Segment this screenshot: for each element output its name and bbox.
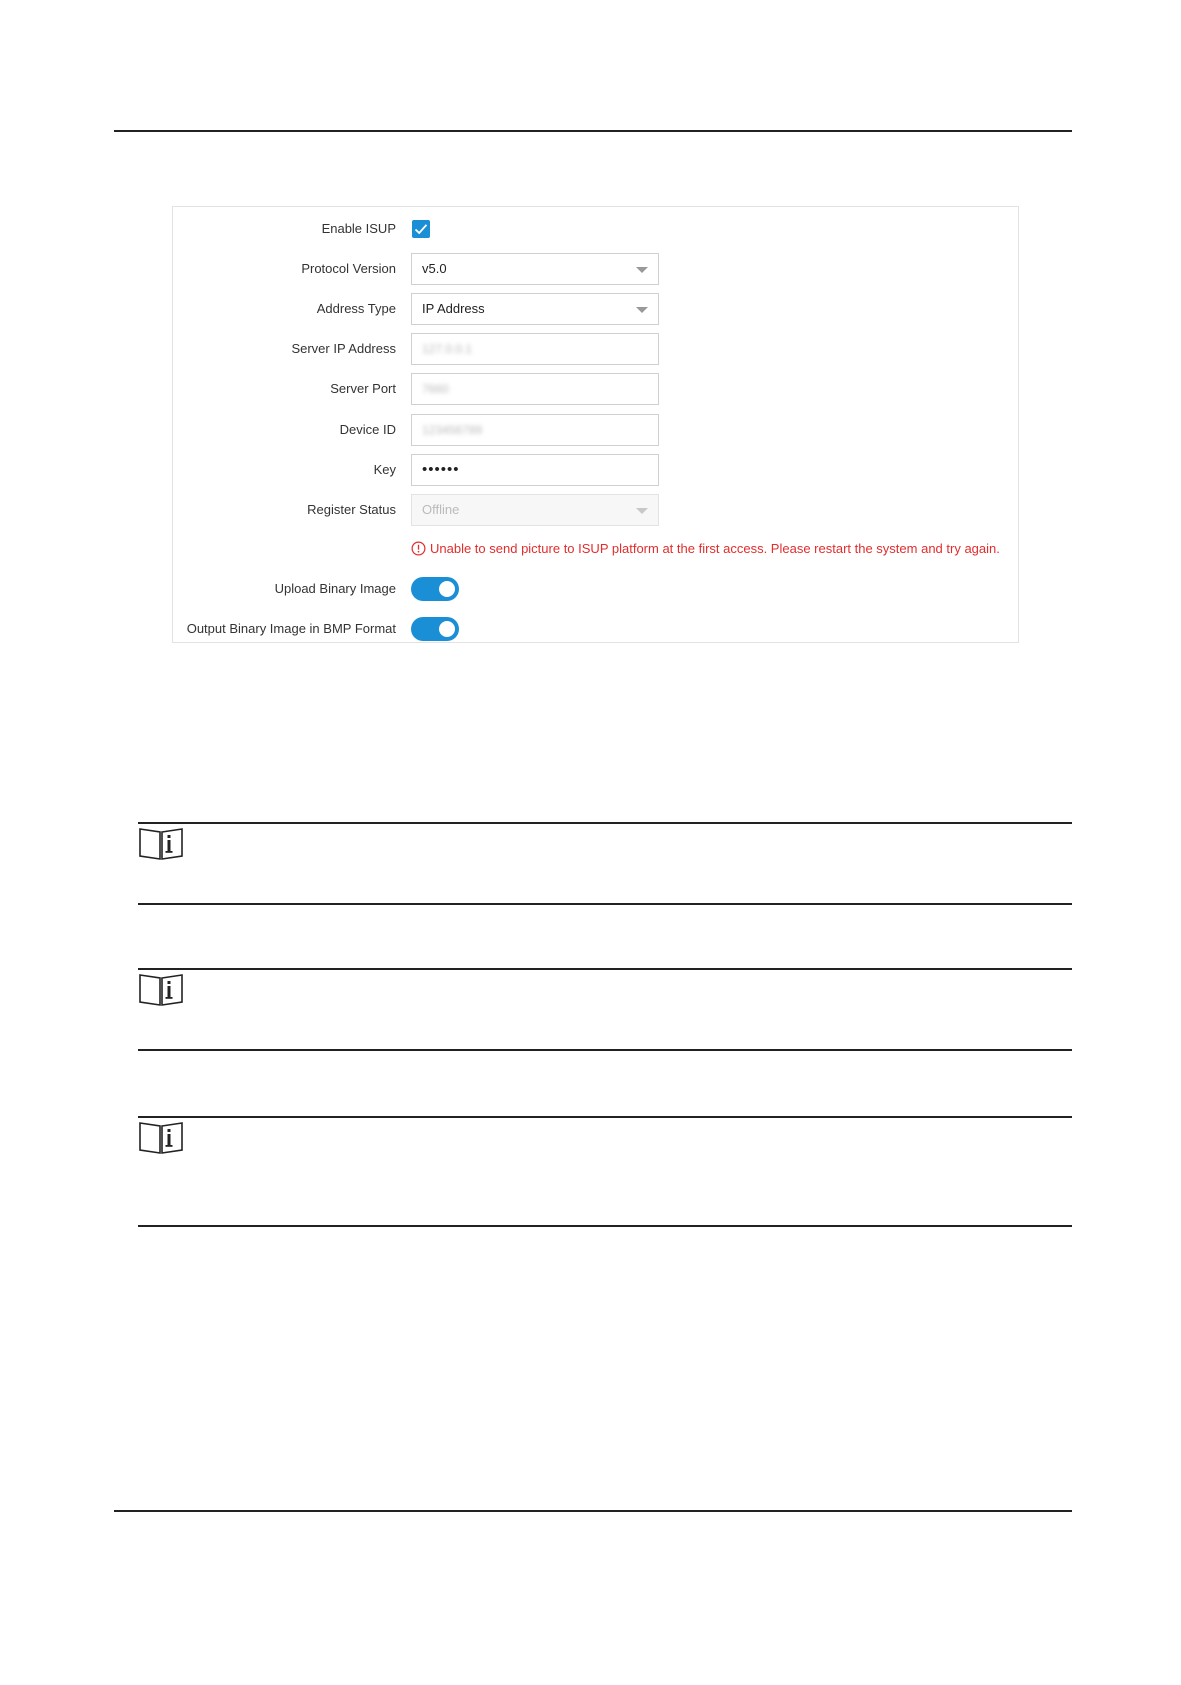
address-type-row — [173, 291, 1018, 327]
server-ip-input[interactable] — [411, 333, 659, 365]
output-bmp-row — [173, 611, 1018, 647]
server-ip-row — [173, 331, 1018, 367]
note-book-icon — [138, 1120, 186, 1156]
note-3-top-rule — [138, 1116, 1072, 1118]
dropdown-caret-icon — [636, 267, 648, 273]
enable-isup-label: Enable ISUP — [321, 221, 396, 236]
server-port-input[interactable] — [411, 373, 659, 405]
register-status-label: Register Status — [307, 502, 396, 517]
protocol-version-value: v5.0 — [422, 261, 447, 276]
note-2-top-rule — [138, 968, 1072, 970]
server-port-label: Server Port — [330, 381, 396, 396]
note-2-bottom-rule — [138, 1049, 1072, 1051]
error-message — [411, 531, 1000, 567]
key-value: •••••• — [422, 461, 460, 478]
upload-binary-label: Upload Binary Image — [274, 581, 396, 596]
note-1-bottom-rule — [138, 903, 1072, 905]
protocol-version-select[interactable] — [411, 253, 659, 285]
protocol-version-label: Protocol Version — [301, 261, 396, 276]
isup-settings-panel — [172, 206, 1019, 643]
key-row — [173, 452, 1018, 488]
register-status-row — [173, 492, 1018, 528]
device-id-value: 123456789 — [422, 423, 483, 437]
output-bmp-toggle[interactable] — [411, 617, 459, 641]
register-status-value: Offline — [422, 502, 460, 517]
upload-binary-row — [173, 571, 1018, 607]
alert-circle-icon — [411, 541, 426, 556]
enable-isup-checkbox[interactable] — [412, 220, 430, 238]
device-id-label: Device ID — [339, 422, 396, 437]
note-1-top-rule — [138, 822, 1072, 824]
error-row — [173, 531, 1018, 567]
address-type-label: Address Type — [316, 301, 396, 316]
error-text: Unable to send picture to ISUP platform at the first access. Please restart the system and try again. — [430, 541, 1000, 556]
note-book-icon — [138, 972, 186, 1008]
toggle-knob — [439, 621, 455, 637]
dropdown-caret-icon — [636, 307, 648, 313]
key-label: Key — [373, 462, 396, 477]
device-id-input[interactable] — [411, 414, 659, 446]
address-type-select[interactable] — [411, 293, 659, 325]
enable-isup-row — [173, 211, 1018, 247]
upload-binary-toggle[interactable] — [411, 577, 459, 601]
server-ip-label: Server IP Address — [291, 341, 396, 356]
header-rule — [114, 130, 1072, 132]
key-input[interactable] — [411, 454, 659, 486]
register-status-select — [411, 494, 659, 526]
server-port-value: 7660 — [422, 382, 449, 396]
protocol-version-row — [173, 251, 1018, 287]
toggle-knob — [439, 581, 455, 597]
server-ip-value: 127.0.0.1 — [422, 342, 473, 356]
output-bmp-label: Output Binary Image in BMP Format — [186, 621, 396, 636]
server-port-row — [173, 371, 1018, 407]
dropdown-caret-icon — [636, 508, 648, 514]
device-id-row — [173, 412, 1018, 448]
note-3-bottom-rule — [138, 1225, 1072, 1227]
note-book-icon — [138, 826, 186, 862]
footer-rule — [114, 1510, 1072, 1512]
checkmark-icon — [414, 223, 428, 235]
address-type-value: IP Address — [422, 301, 485, 316]
